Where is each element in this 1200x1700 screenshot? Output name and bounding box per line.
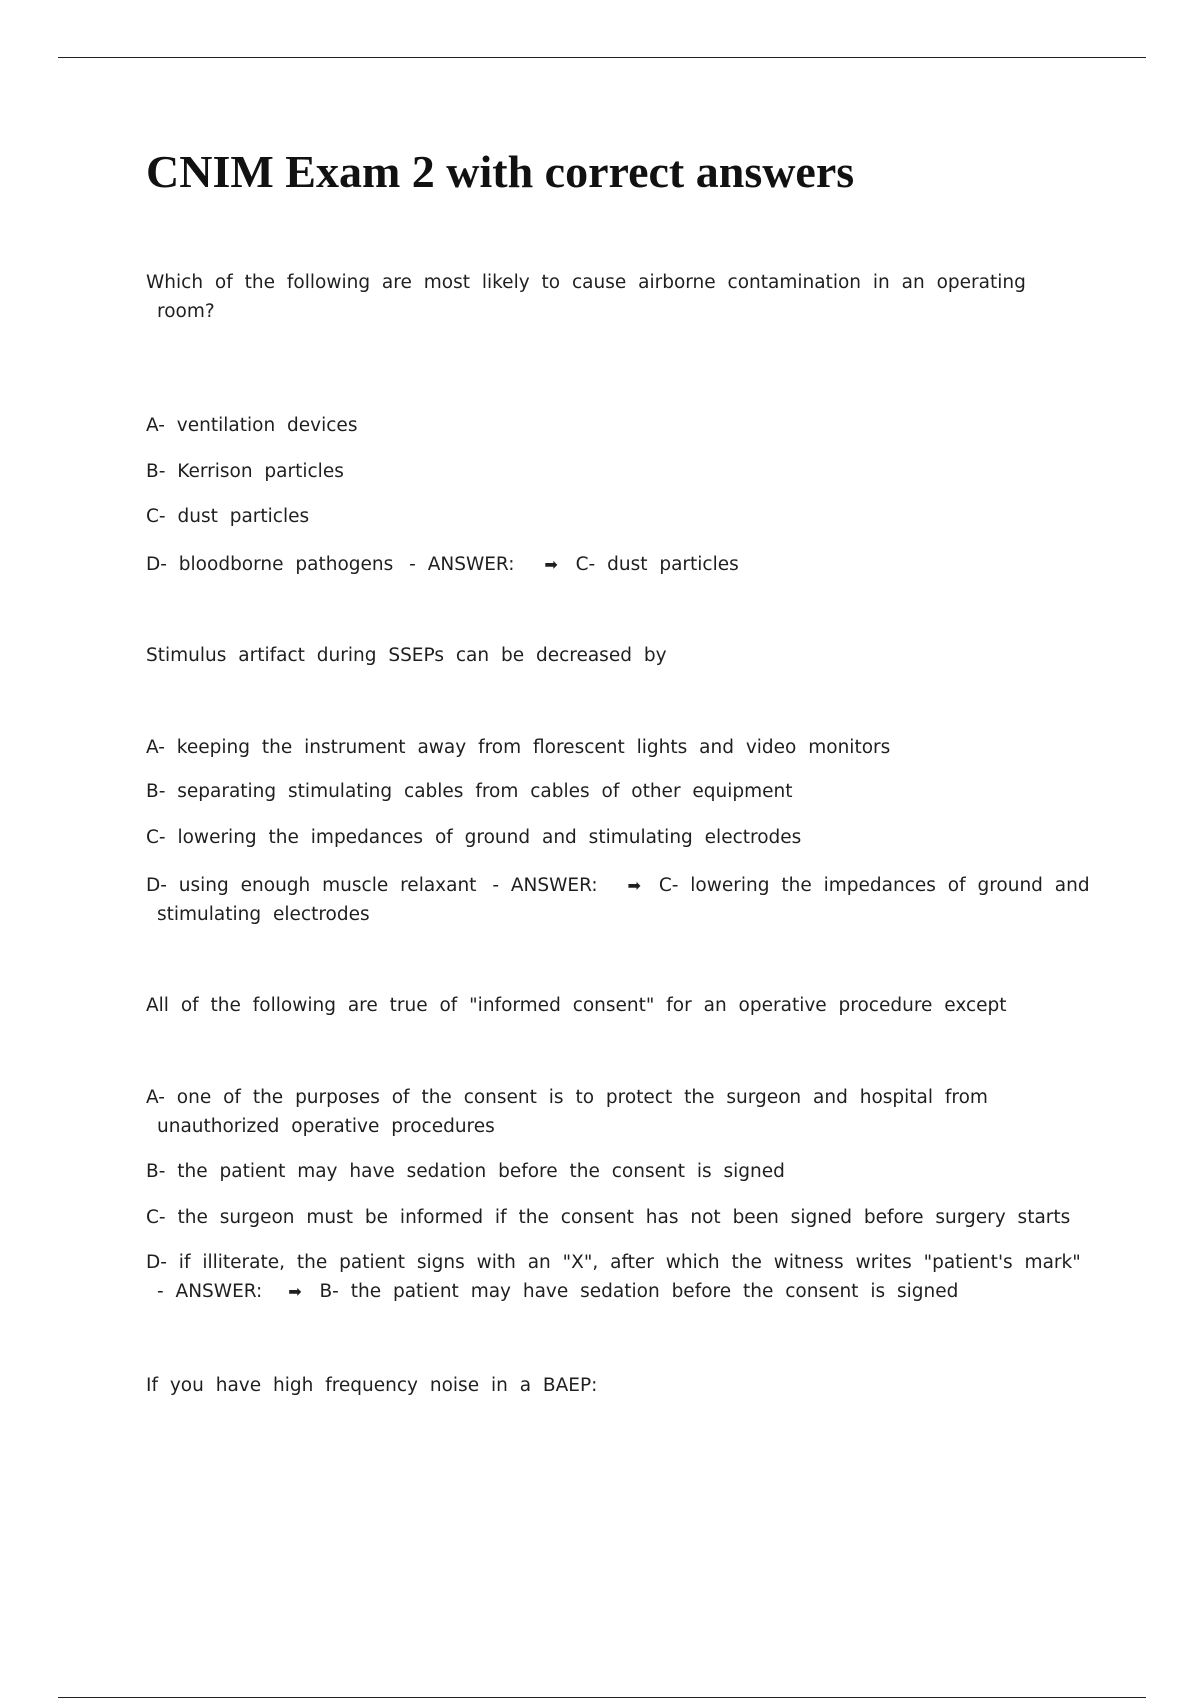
question-2	[146, 641, 1082, 670]
option-d-with-answer	[146, 1248, 1082, 1306]
answer-label: - ANSWER:	[409, 554, 515, 575]
question-text-cont: room?	[157, 301, 215, 322]
option-a: A- ventilation devices	[146, 415, 358, 436]
question-text: If you have high frequency noise in a BAEP:	[146, 1375, 598, 1396]
option-a: A- keeping the instrument away from florescent lights and video monitors	[146, 737, 891, 758]
option-c: C- dust particles	[146, 506, 310, 527]
header-rule	[58, 57, 1146, 58]
option-d-with-answer	[146, 550, 1082, 579]
correct-answer: C- dust particles	[575, 554, 739, 575]
question-1	[146, 268, 1082, 326]
option-b: B- Kerrison particles	[146, 461, 344, 482]
answer-label: - ANSWER:	[492, 875, 598, 896]
arrow-right-icon: ➡	[288, 1282, 302, 1301]
footer-rule	[58, 1697, 1146, 1698]
option-b: B- separating stimulating cables from cables of other equipment	[146, 781, 793, 802]
question-text: All of the following are true of "informed consent" for an operative procedure except	[146, 995, 1007, 1016]
question-text: Which of the following are most likely to cause airborne contamination in an operating	[146, 272, 1026, 293]
answer-label: - ANSWER:	[157, 1281, 263, 1302]
correct-answer-cont: stimulating electrodes	[157, 904, 370, 925]
question-text: Stimulus artifact during SSEPs can be decreased by	[146, 645, 667, 666]
option-c: C- the surgeon must be informed if the consent has not been signed before surgery starts	[146, 1207, 1071, 1228]
option-b: B- the patient may have sedation before the consent is signed	[146, 1161, 785, 1182]
option-d-with-answer	[146, 871, 1090, 929]
correct-answer: B- the patient may have sedation before the consent is signed	[319, 1281, 959, 1302]
arrow-right-icon: ➡	[544, 555, 558, 574]
option-d: D- bloodborne pathogens	[146, 554, 394, 575]
option-c: C- lowering the impedances of ground and stimulating electrodes	[146, 827, 802, 848]
document-title: CNIM Exam 2 with correct answers	[146, 146, 855, 197]
question-4	[146, 1371, 1082, 1400]
option-a: A- one of the purposes of the consent is to protect the surgeon and hospital from unauthorized operative procedures	[146, 1087, 988, 1137]
question-3	[146, 991, 1082, 1020]
option-d: D- if illiterate, the patient signs with an "X", after which the witness writes "patient's mark"	[146, 1252, 1081, 1273]
arrow-right-icon: ➡	[627, 876, 641, 895]
option-d: D- using enough muscle relaxant	[146, 875, 477, 896]
correct-answer: C- lowering the impedances of ground and	[658, 875, 1090, 896]
